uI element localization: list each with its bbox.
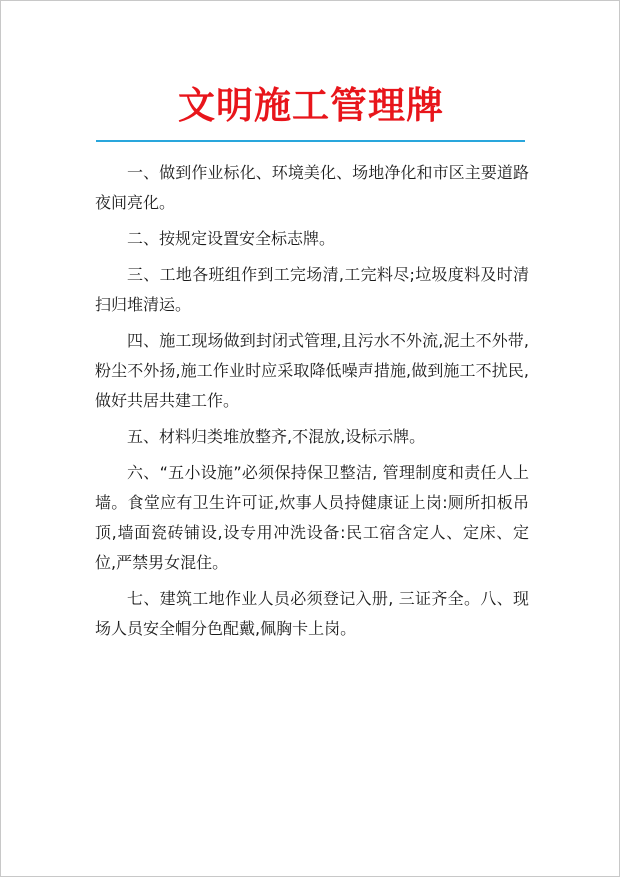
regulation-item-6: 六、“五小设施”必须保持保卫整洁, 管理制度和责任人上墙。食堂应有卫生许可证,炊事人员持健康证上岗:厕所扣板吊顶,墙面瓷砖铺设,设专用冲洗设备:民工宿含定人、定床、定位,严禁男女混住。 — [95, 463, 529, 572]
regulation-item-2: 二、按规定设置安全标志牌。 — [127, 229, 336, 248]
regulation-item-3: 三、工地各班组作到工完场清,工完料尽;垃圾度料及时清扫归堆清运。 — [95, 265, 529, 314]
regulations-list — [95, 158, 529, 650]
regulation-item-5: 五、材料归类堆放整齐,不混放,设标示牌。 — [127, 427, 426, 446]
page-title: 文明施工管理牌 — [178, 84, 444, 127]
regulation-item-1: 一、做到作业标化、环境美化、场地净化和市区主要道路夜间亮化。 — [95, 163, 529, 212]
title-divider — [96, 140, 525, 142]
regulation-item-7: 七、建筑工地作业人员必须登记入册, 三证齐全。八、现场人员安全帽分色配戴,佩胸卡上岗。 — [95, 589, 529, 638]
regulation-item-4: 四、施工现场做到封闭式管理,且污水不外流,泥土不外带,粉尘不外扬,施工作业时应采取降低噪声措施,做到施工不扰民, 做好共居共建工作。 — [95, 331, 529, 410]
